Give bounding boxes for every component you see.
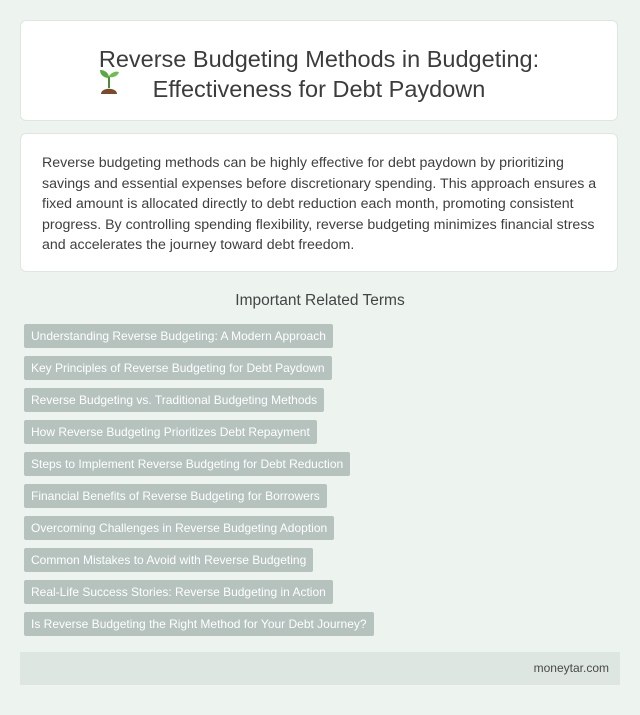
related-terms-heading: Important Related Terms — [235, 292, 405, 309]
page-title — [21, 44, 617, 104]
footer — [20, 652, 620, 685]
page-title-line-2: Effectiveness for Debt Paydown — [152, 76, 486, 102]
related-term-tag[interactable]: Common Mistakes to Avoid with Reverse Budgeting — [24, 548, 313, 572]
related-terms-list — [24, 324, 614, 644]
related-term-tag[interactable]: Steps to Implement Reverse Budgeting for Debt Reduction — [24, 452, 350, 476]
related-term-tag[interactable]: Real-Life Success Stories: Reverse Budgeting in Action — [24, 580, 333, 604]
related-term-tag[interactable]: Is Reverse Budgeting the Right Method for Your Debt Journey? — [24, 612, 374, 636]
related-term-tag[interactable]: Key Principles of Reverse Budgeting for Debt Paydown — [24, 356, 332, 380]
related-term-tag[interactable]: Financial Benefits of Reverse Budgeting for Borrowers — [24, 484, 327, 508]
summary-text: Reverse budgeting methods can be highly effective for debt paydown by prioritizing savings and essential expenses before discretionary spending. This approach ensures a fixed amount is allocated directly to debt reduction each month, promoting consistent progress. By controlling spending flexibility, reverse budgeting minimizes financial stress and accelerates the journey toward debt freedom. — [42, 155, 597, 253]
summary-card — [20, 133, 618, 272]
related-term-tag[interactable]: How Reverse Budgeting Prioritizes Debt Repayment — [24, 420, 317, 444]
header-card — [20, 20, 618, 121]
related-term-tag[interactable]: Reverse Budgeting vs. Traditional Budgeting Methods — [24, 388, 324, 412]
page-title-line-1: Reverse Budgeting Methods in Budgeting: — [98, 46, 540, 72]
related-term-tag[interactable]: Understanding Reverse Budgeting: A Modern Approach — [24, 324, 333, 348]
related-term-tag[interactable]: Overcoming Challenges in Reverse Budgeting Adoption — [24, 516, 334, 540]
footer-site-link[interactable]: moneytar.com — [533, 661, 609, 675]
